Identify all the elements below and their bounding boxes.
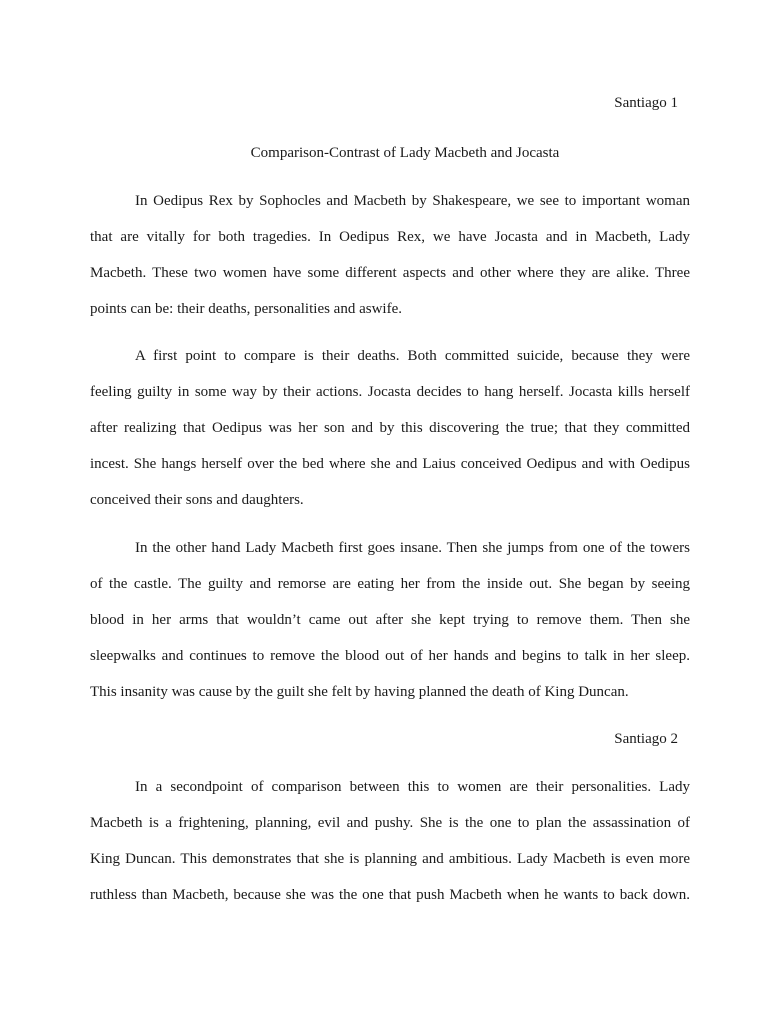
paragraph-line: blood in her arms that wouldn’t came out after she kept trying to remove them. Then she (90, 612, 690, 628)
paragraph-line: Macbeth is a frightening, planning, evil and pushy. She is the one to plan the assassination of (90, 815, 690, 831)
paragraph-1 (90, 191, 690, 335)
paragraph-line: of the castle. The guilty and remorse are eating her from the inside out. She began by seeing (90, 576, 690, 592)
paragraph-3 (90, 538, 690, 718)
paragraph-2 (90, 346, 690, 526)
paragraph-line: feeling guilty in some way by their actions. Jocasta decides to hang herself. Jocasta kills herself (90, 384, 690, 400)
paragraph-line: incest. She hangs herself over the bed where she and Laius conceived Oedipus and with Oedipus (90, 456, 690, 472)
page-header-2: Santiago 2 (614, 731, 678, 747)
paragraph-line: points can be: their deaths, personalities and aswife. (90, 301, 402, 317)
paragraph-line: King Duncan. This demonstrates that she is planning and ambitious. Lady Macbeth is even more (90, 851, 690, 867)
paragraph-line: after realizing that Oedipus was her son and by this discovering the true; that they committed (90, 420, 690, 436)
paragraph-line: conceived their sons and daughters. (90, 492, 304, 508)
paragraph-line: ruthless than Macbeth, because she was the one that push Macbeth when he wants to back down. (90, 887, 690, 903)
paragraph-line: Macbeth. These two women have some different aspects and other where they are alike. Three (90, 265, 690, 281)
page-header-1: Santiago 1 (614, 95, 678, 111)
paragraph-line: that are vitally for both tragedies. In Oedipus Rex, we have Jocasta and in Macbeth, Lady (90, 229, 690, 245)
paragraph-line: In the other hand Lady Macbeth first goes insane. Then she jumps from one of the towers (135, 540, 690, 556)
essay-title: Comparison-Contrast of Lady Macbeth and Jocasta (250, 145, 560, 161)
paragraph-4 (90, 777, 690, 921)
paragraph-line: A first point to compare is their deaths. Both committed suicide, because they were (135, 348, 690, 364)
paragraph-line: In Oedipus Rex by Sophocles and Macbeth by Shakespeare, we see to important woman (135, 193, 690, 209)
paragraph-line: sleepwalks and continues to remove the blood out of her hands and begins to talk in her sleep. (90, 648, 690, 664)
paragraph-line: This insanity was cause by the guilt she felt by having planned the death of King Duncan. (90, 684, 629, 700)
paragraph-line: In a secondpoint of comparison between this to women are their personalities. Lady (135, 779, 690, 795)
